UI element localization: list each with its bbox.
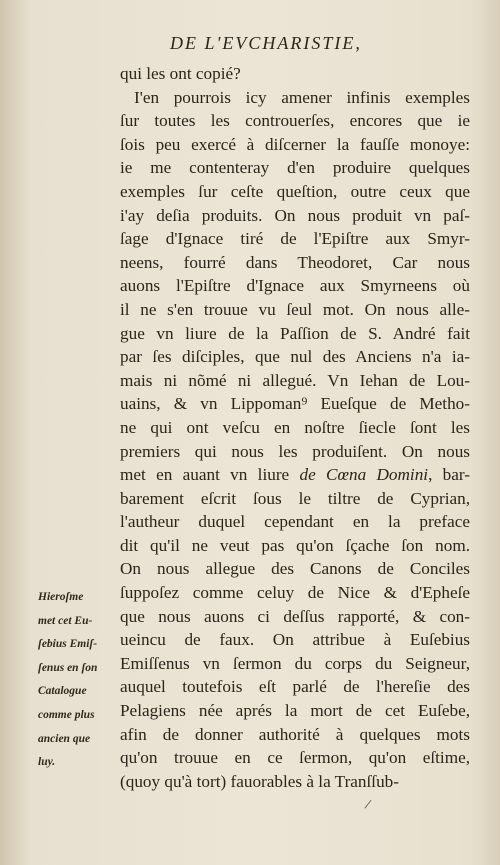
marginal-line: Catalogue — [38, 685, 87, 698]
text-line: premiers qui nous les produiſent. On nous — [120, 441, 470, 461]
text-line: exemples ſur ceſte queſtion, outre ceux que — [120, 181, 470, 201]
text-line: (quoy qu'à tort) fauorables à la Tranſſub- — [120, 771, 399, 791]
text-line — [120, 463, 470, 487]
text-line: dit qu'il ne veut pas qu'on ſçache ſon nom. — [120, 535, 470, 555]
marginal-note — [38, 586, 118, 775]
text-line: auons l'Epiſtre d'Ignace aux Smyrneens où — [120, 276, 470, 296]
body-text — [120, 62, 470, 793]
text-line: uains, & vn Lippoman⁹ Eueſque de Metho- — [120, 394, 470, 414]
text-line: par ſes diſciples, que nul des Anciens n'a ia- — [120, 347, 470, 367]
text-line: ſuppoſez comme celuy de Nice & d'Epheſe — [120, 583, 470, 603]
marginal-line: comme plus — [38, 708, 95, 721]
text-line: que nous auons ci deſſus rapporté, & con- — [120, 606, 470, 626]
text-line: neens, fourré dans Theodoret, Car nous — [120, 252, 470, 272]
text-line: ſois peu exercé à diſcerner la fauſſe monoye: — [120, 134, 470, 154]
text-line: Emiſſenus vn ſermon du corps du Seigneur, — [120, 653, 470, 673]
text-line: ſage d'Ignace tiré de l'Epiſtre aux Smyr- — [120, 229, 470, 249]
text-line: barement eſcrit ſous le tiltre de Cyprian, — [120, 488, 470, 508]
marginal-line: ancien que — [38, 732, 91, 745]
text-run: met en auant vn liure — [120, 465, 300, 485]
text-line: il ne s'en trouue vu ſeul mot. On nous alle- — [120, 299, 470, 319]
text-line: ſur toutes les controuerſes, encores que ie — [120, 111, 470, 131]
text-line: ueincu de faux. On attribue à Euſebius — [120, 630, 470, 650]
text-line: On nous allegue des Canons de Conciles — [120, 559, 470, 579]
text-line: qui les ont copié? — [120, 64, 241, 83]
text-run: , bar- — [428, 465, 471, 485]
text-line: qu'on trouue en ce ſermon, qu'on eſtime, — [120, 748, 470, 768]
marginal-line: Hieroſme — [38, 591, 84, 603]
text-line: ie me contenteray d'en produire quelques — [120, 158, 470, 178]
text-line: afin de donner authorité à quelques mots — [120, 724, 470, 744]
italic-title: de Cœna Domini — [299, 465, 429, 485]
text-line: ne qui ont veſcu en noſtre ſiecle ſont les — [120, 417, 470, 437]
text-line: mais ni nõmé ni allegué. Vn Iehan de Lou- — [120, 370, 470, 390]
marginal-line: ſebius Emiſ- — [38, 638, 98, 651]
text-line: auquel toutefois eſt parlé de l'hereſie des — [120, 677, 470, 697]
text-line: I'en pourrois icy amener infinis exemples — [134, 87, 470, 107]
ink-mark: / — [363, 796, 373, 812]
running-head: DE L'EVCHARISTIE, — [170, 33, 362, 53]
text-line: Pelagiens née aprés la mort de cet Euſebe, — [120, 701, 470, 721]
marginal-line: luy. — [38, 756, 56, 769]
text-line: i'ay deſia produits. On nous produit vn paſ- — [120, 205, 470, 225]
marginal-line: met cet Eu- — [38, 614, 93, 627]
text-line: l'autheur duquel cependant en la preface — [120, 512, 470, 532]
text-line: gue vn liure de la Paſſion de S. André fait — [120, 323, 470, 343]
marginal-line: ſenus en ſon — [38, 661, 98, 674]
